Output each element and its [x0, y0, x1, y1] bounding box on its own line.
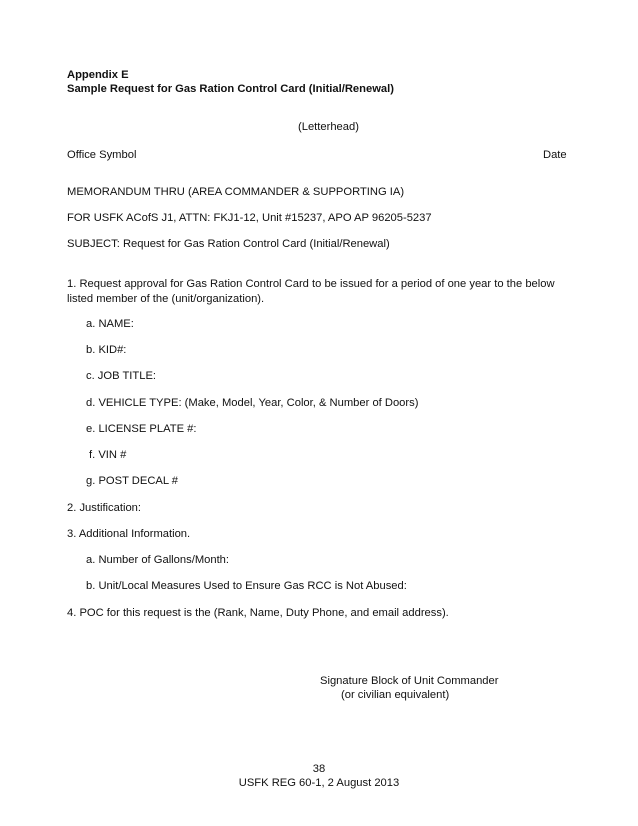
appendix-label: Appendix E: [67, 69, 129, 81]
footer-reg: USFK REG 60-1, 2 August 2013: [238, 777, 400, 789]
paragraph-1: 1. Request approval for Gas Ration Control Card to be issued for a period of one year to the below listed member of the (unit/organization).: [67, 278, 555, 305]
document-title: Sample Request for Gas Ration Control Card (Initial/Renewal): [67, 83, 394, 95]
paragraph-3: 3. Additional Information.: [67, 528, 191, 540]
list-item-license-plate: e. LICENSE PLATE #:: [86, 423, 197, 435]
list-item-vin: f. VIN #: [89, 449, 127, 461]
list-item-name: a. NAME:: [86, 318, 134, 330]
sub-item-gallons: a. Number of Gallons/Month:: [86, 554, 230, 566]
memo-thru-line: MEMORANDUM THRU (AREA COMMANDER & SUPPORTING IA): [67, 186, 405, 198]
list-item-vehicle-type: d. VEHICLE TYPE: (Make, Model, Year, Color, & Number of Doors): [86, 397, 419, 409]
memo-for-line: FOR USFK ACofS J1, ATTN: FKJ1-12, Unit #15237, APO AP 96205-5237: [67, 212, 432, 224]
paragraph-4: 4. POC for this request is the (Rank, Name, Duty Phone, and email address).: [67, 607, 449, 619]
office-symbol: Office Symbol: [67, 149, 137, 161]
list-item-post-decal: g. POST DECAL #: [86, 475, 179, 487]
list-item-job-title: c. JOB TITLE:: [86, 370, 157, 382]
signature-subtitle: (or civilian equivalent): [341, 689, 450, 701]
page-number: 38: [312, 763, 326, 775]
sub-item-measures: b. Unit/Local Measures Used to Ensure Gas RCC is Not Abused:: [86, 580, 407, 592]
letterhead-placeholder: (Letterhead): [298, 121, 359, 133]
paragraph-2: 2. Justification:: [67, 502, 141, 514]
subject-line: SUBJECT: Request for Gas Ration Control Card (Initial/Renewal): [67, 238, 390, 250]
signature-block: Signature Block of Unit Commander: [320, 675, 499, 687]
list-item-kid: b. KID#:: [86, 344, 127, 356]
date-label: Date: [543, 149, 567, 161]
